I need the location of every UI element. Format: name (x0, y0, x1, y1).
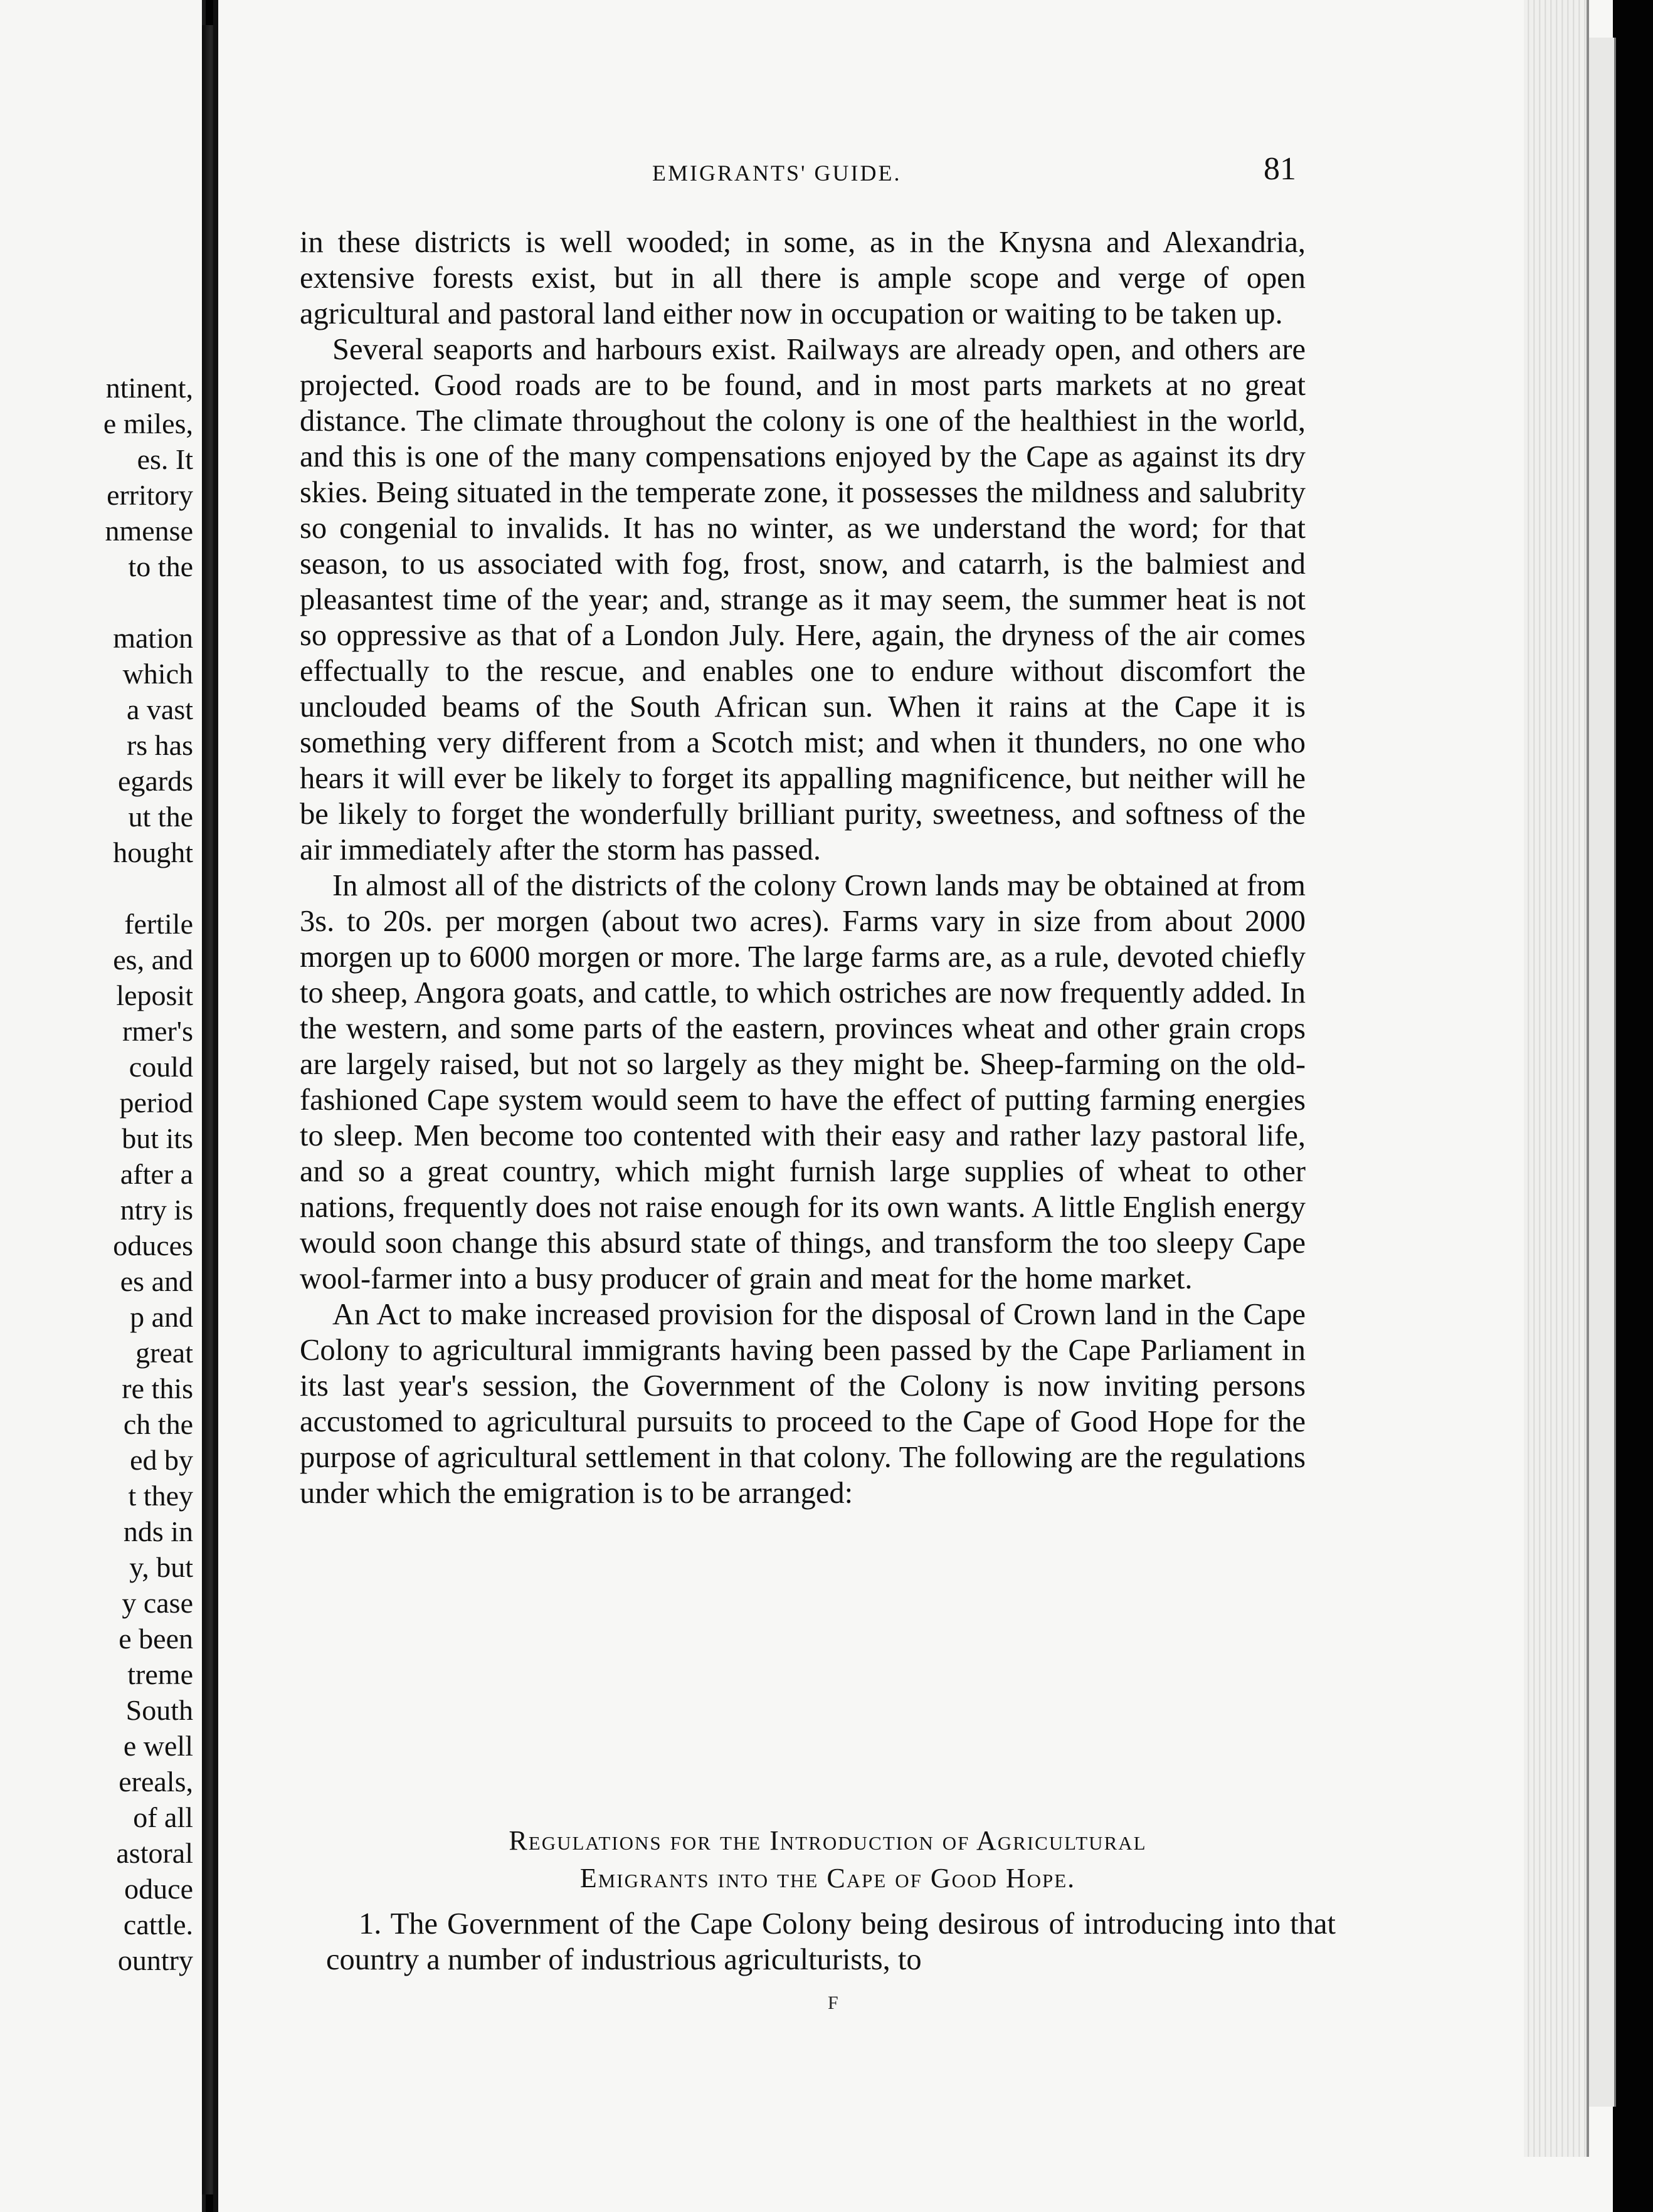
previous-page-line: e well (123, 1730, 193, 1762)
previous-page-line: but its (122, 1122, 193, 1154)
previous-page-line: ed by (130, 1444, 193, 1476)
regulations-heading-line: Regulations for the Introduction of Agricultural (509, 1825, 1147, 1856)
previous-page-line: South (125, 1694, 193, 1726)
regulations-text (326, 1906, 1336, 1978)
previous-page-line: to the (128, 550, 193, 582)
previous-page-line: y case (122, 1587, 193, 1619)
previous-page-line: rmer's (122, 1015, 193, 1047)
previous-page-line: astoral (116, 1837, 193, 1869)
previous-page-line: ch the (123, 1408, 193, 1440)
previous-page-line: re this (122, 1372, 193, 1404)
previous-page-line: egards (117, 765, 193, 797)
previous-page-line: mation (113, 622, 193, 654)
previous-page-line: a vast (126, 693, 193, 725)
previous-page-line: great (135, 1337, 193, 1369)
previous-page-text (0, 370, 193, 1978)
previous-page-line: es, and (113, 944, 193, 976)
page-edge (1524, 0, 1589, 2157)
previous-page-line: rs has (126, 729, 193, 761)
previous-page-line: ntinent, (105, 372, 193, 404)
previous-page-line: ntry is (120, 1194, 193, 1226)
previous-page-line: could (129, 1051, 193, 1083)
previous-page-line: ereals, (119, 1766, 193, 1798)
paragraph: An Act to make increased provision for the disposal of Crown land in the Cape Colony to agricultural immigrants having been passed by the Cape Parliament in its last year's session, the Government of the Colony is now inviting persons accustomed to agricultural pursuits to proceed to the Cape of Good Hope for the purpose of agricultural settlement in that colony. The following are the regulations under which the emigration is to be arranged: (300, 1298, 1306, 1510)
previous-page-line: oduces (113, 1230, 193, 1261)
previous-page-line: y, but (129, 1551, 193, 1583)
previous-page-line: treme (127, 1658, 193, 1690)
paragraph: in these districts is well wooded; in some, as in the Knysna and Alexandria, extensive forests exist, but in all there is ample scope and verge of open agricultural and pastoral land either now in occupation or waiting to be taken up. (300, 226, 1306, 330)
paragraph: Several seaports and harbours exist. Railways are already open, and others are projected. Good roads are to be found, and in most parts markets at no great distance. The climate throughout the colony is one of the healthiest in the world, and this is one of the many compensations enjoyed by the Cape as against its dry skies. Being situated in the temperate zone, it possesses the mildness and salubrity so congenial to invalids. It has no winter, as we understand the word; for that season, to us associated with fog, frost, snow, and catarrh, is the balmiest and pleasantest time of the year; and, strange as it may seem, the summer heat is not so oppressive as that of a London July. Here, again, the dryness of the air comes effectually to the rescue, and enables one to endure without discomfort the unclouded beams of the South African sun. When it rains at the Cape it is something very different from a Scotch mist; and when it thunders, no one who hears it will ever be likely to forget its appalling magnificence, but neither will he be likely to forget the wonderfully brilliant purity, sweetness, and softness of the air immediately after the storm has passed. (300, 333, 1306, 866)
previous-page-line (0, 870, 193, 906)
page-number: 81 (1264, 151, 1296, 187)
previous-page-line: hought (113, 836, 193, 868)
previous-page-line: p and (130, 1301, 193, 1333)
previous-page-line: erritory (107, 479, 193, 511)
previous-page-line: period (119, 1087, 193, 1119)
previous-page-line: after a (120, 1158, 193, 1190)
previous-page-line: e miles, (103, 408, 193, 440)
previous-page-line: of all (133, 1801, 193, 1833)
previous-page-line: es and (120, 1265, 193, 1297)
previous-page-line: ut the (128, 801, 193, 833)
previous-page-line: nmense (105, 515, 193, 547)
previous-page-fragment (0, 0, 206, 2212)
previous-page-line: es. It (137, 443, 193, 475)
signature-mark: F (828, 1993, 838, 2013)
previous-page-line: ountry (117, 1944, 193, 1976)
previous-page-line: leposit (116, 979, 193, 1011)
previous-page-line: t they (128, 1480, 193, 1512)
paragraph: In almost all of the districts of the colony Crown lands may be obtained at from 3s. to 20s. per morgen (about two acres). Farms vary in size from about 2000 morgen up to 6000 morgen or more. The large farms are, as a rule, devoted chiefly to sheep, Angora goats, and cattle, to which ostriches are now frequently added. In the western, and some parts of the eastern, provinces wheat and other grain crops are largely raised, but not so largely as they might be. Sheep-farming on the old-fashioned Cape system would seem to have the effect of putting farming energies to sleep. Men become too contented with their easy and rather lazy pastoral life, and so a great country, which might furnish large supplies of wheat to other nations, frequently does not raise enough for its own wants. A little English energy would soon change this absurd state of things, and transform the too sleepy Cape wool-farmer into a busy producer of grain and meat for the home market. (300, 869, 1306, 1295)
running-title: EMIGRANTS' GUIDE. (652, 161, 902, 186)
previous-page-line: e been (119, 1623, 193, 1655)
regulation-item: 1. The Government of the Cape Colony being desirous of introducing into that country a number of industrious agriculturists, to (326, 1907, 1336, 1976)
previous-page-line: cattle. (123, 1909, 193, 1941)
previous-page-line: which (122, 658, 193, 690)
previous-page-line: fertile (124, 908, 193, 940)
regulations-heading-line: Emigrants into the Cape of Good Hope. (579, 1863, 1076, 1893)
previous-page-line: nds in (123, 1515, 193, 1547)
body-text (300, 224, 1306, 1511)
previous-page-line (0, 584, 193, 620)
cover-edge (1589, 38, 1616, 2107)
previous-page-line: oduce (124, 1873, 193, 1905)
regulations-heading (351, 1822, 1304, 1897)
